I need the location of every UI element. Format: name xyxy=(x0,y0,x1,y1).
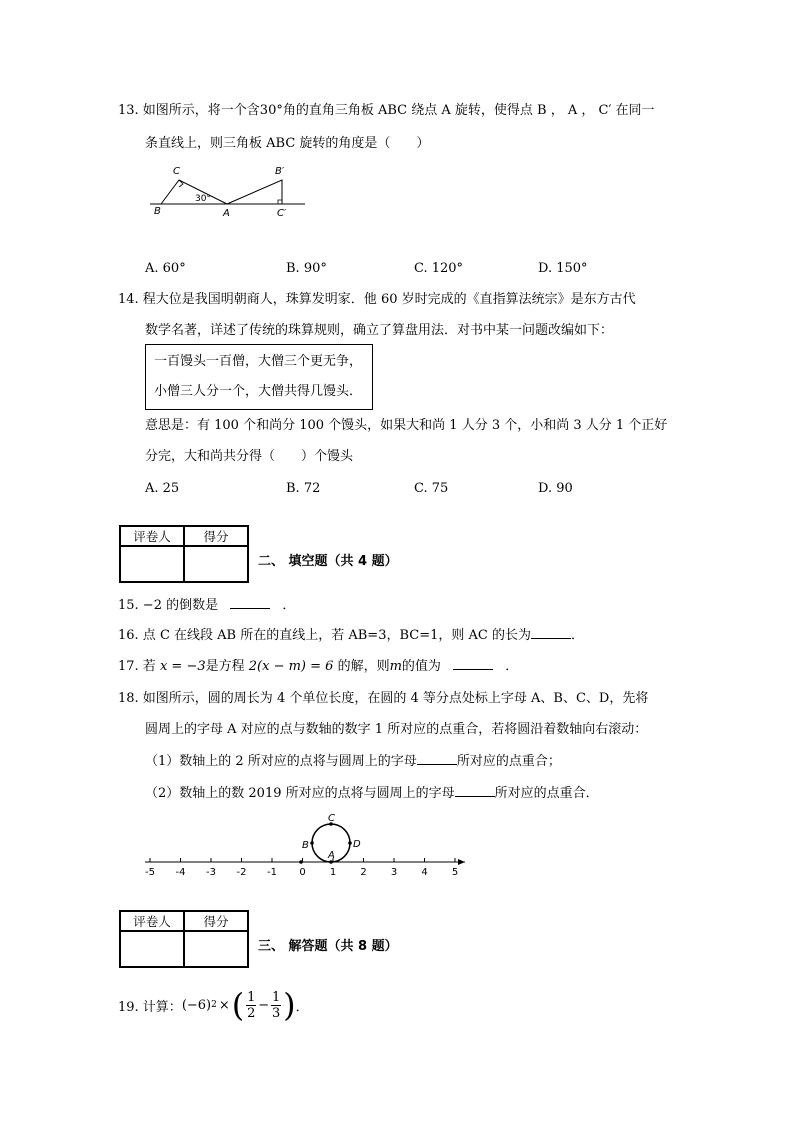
score-header: 得分 xyxy=(184,526,248,546)
q18-line1: 18. 如图所示，圆的周长为 4 个单位长度，在圆的 4 等分点处标上字母 A、B、C、D，先将 xyxy=(118,691,649,706)
label-c-prime: C′ xyxy=(277,208,287,219)
q14-meaning-2: 分完，大和尚共分得（ ）个馒头 xyxy=(145,449,354,464)
q13-option-a: A. 60° xyxy=(145,261,186,276)
q19-exponent: 2 xyxy=(211,1000,217,1010)
q19 xyxy=(118,985,309,1025)
q13-option-b: B. 90° xyxy=(286,261,327,276)
q17-mid3: 的值为 xyxy=(401,659,441,674)
q18-sub2-text: （2）数轴上的数 2019 所对应的点将与圆周上的字母 xyxy=(145,786,455,801)
q13-line1: 13. 如图所示，将一个含30°角的直角三角板 ABC 绕点 A 旋转，使得点 B ， A ， C′ 在同一 xyxy=(118,103,655,118)
axis-tick-label: -5 xyxy=(145,867,155,878)
q17 xyxy=(118,659,518,673)
reviewer-header-3: 评卷人 xyxy=(120,911,184,931)
q15 xyxy=(118,598,295,612)
q17-end: ． xyxy=(505,659,519,674)
q13-line2: 条直线上，则三角板 ABC 旋转的角度是（ ） xyxy=(145,136,430,151)
reviewer-header: 评卷人 xyxy=(120,526,184,546)
q19-prefix: 19. 计算： xyxy=(118,999,182,1015)
q15-end: ． xyxy=(282,598,296,613)
q17-equation: 2(x − m) = 6 xyxy=(248,659,334,674)
label-c: C xyxy=(173,166,180,177)
q16 xyxy=(118,628,584,642)
reviewer-cell-3 xyxy=(120,931,184,967)
axis-tick-label: -1 xyxy=(267,867,277,878)
axis-tick-label: -4 xyxy=(175,867,186,878)
axis-tick-label: 3 xyxy=(390,867,398,878)
q17-x-value: x = −3 xyxy=(159,659,206,674)
q14-line1: 14. 程大位是我国明朝商人，珠算发明家．他 60 岁时完成的《直指算法统宗》是东方古代 xyxy=(118,292,636,307)
q14-meaning-1: 意思是：有 100 个和尚分 100 个馒头，如果大和尚 1 人分 3 个，小和尚 3 人分 1 个正好 xyxy=(145,418,668,433)
q18-sub1-text: （1）数轴上的 2 所对应的点将与圆周上的字母 xyxy=(145,754,417,769)
q19-right-paren: ) xyxy=(283,986,296,1024)
score-cell-3 xyxy=(184,931,248,967)
q18-sub2-end: 所对应的点重合． xyxy=(494,786,599,801)
q15-text: 15. −2 的倒数是 xyxy=(118,598,219,613)
q19-base: (−6) xyxy=(181,997,212,1013)
q19-left-paren: ( xyxy=(231,986,245,1024)
q13-option-c: C. 120° xyxy=(414,261,464,276)
q17-var: m xyxy=(389,659,402,674)
axis-tick-label: 1 xyxy=(329,867,337,878)
axis-tick-label: -2 xyxy=(236,867,247,878)
q16-end: ． xyxy=(570,628,584,643)
q18-sub1-blank xyxy=(417,754,457,765)
q16-blank xyxy=(531,628,571,639)
q19-f2-numerator: 1 xyxy=(272,989,281,1005)
q19-f2-denominator: 3 xyxy=(272,1005,281,1021)
q14-option-d: D. 90 xyxy=(538,481,573,496)
axis-tick-label: 4 xyxy=(421,867,428,878)
axis-tick-label: 0 xyxy=(299,867,306,878)
axis-tick-label: -3 xyxy=(206,867,216,878)
section-3-title: 三、 解答题（共 8 题） xyxy=(258,939,398,954)
number-line-figure xyxy=(135,810,475,882)
q17-mid: 是方程 xyxy=(205,659,245,674)
grade-table-3 xyxy=(119,910,249,968)
poem-box xyxy=(145,344,373,410)
q18-sub1 xyxy=(145,754,561,768)
score-cell xyxy=(184,546,248,582)
grade-table-2 xyxy=(119,525,249,583)
q17-blank xyxy=(453,659,493,670)
q14-option-a: A. 25 xyxy=(145,481,180,496)
section-2-title: 二、 填空题（共 4 题） xyxy=(258,554,398,569)
q16-text: 16. 点 C 在线段 AB 所在的直线上，若 AB=3，BC=1，则 AC 的长为 xyxy=(118,628,531,643)
score-header-3: 得分 xyxy=(184,911,248,931)
circle-label-b: B xyxy=(302,840,309,851)
circle-label-c: C xyxy=(328,813,335,824)
q13-triangle-figure xyxy=(145,160,315,220)
label-a: A xyxy=(223,208,230,219)
q19-fraction-1 xyxy=(246,990,256,1021)
label-b: B xyxy=(154,206,161,217)
angle-label: 30° xyxy=(195,194,211,204)
axis-tick-label: 5 xyxy=(451,867,459,878)
q15-blank xyxy=(230,598,270,609)
q18-sub2-blank xyxy=(455,786,495,797)
q17-prefix: 17. 若 xyxy=(118,659,156,674)
q19-times: × xyxy=(218,997,230,1013)
circle-label-a: A xyxy=(328,850,335,861)
q18-sub2 xyxy=(145,786,599,800)
q14-option-c: C. 75 xyxy=(414,481,449,496)
axis-tick-label: 2 xyxy=(360,867,367,878)
reviewer-cell xyxy=(120,546,184,582)
q19-fraction-2 xyxy=(271,990,281,1021)
label-b-prime: B′ xyxy=(275,166,285,177)
circle-label-d: D xyxy=(353,839,361,850)
q19-end: ． xyxy=(295,999,309,1015)
q19-minus: − xyxy=(258,997,270,1013)
q14-line2: 数学名著，详述了传统的珠算规则，确立了算盘用法．对书中某一问题改编如下： xyxy=(145,323,614,338)
q13-option-d: D. 150° xyxy=(538,261,588,276)
poem-line-2: 小僧三人分一个，大僧共得几馒头． xyxy=(154,384,363,399)
q19-f1-denominator: 2 xyxy=(247,1005,256,1021)
q18-line2: 圆周上的字母 A 对应的点与数轴的数字 1 所对应的点重合，若将圆沿着数轴向右滚动： xyxy=(145,722,648,737)
q14-option-b: B. 72 xyxy=(286,481,321,496)
q18-sub1-end: 所对应的点重合； xyxy=(456,754,561,769)
poem-line-1: 一百馒头一百僧，大僧三个更无争， xyxy=(154,354,363,369)
q19-f1-numerator: 1 xyxy=(247,989,256,1005)
q17-mid2: 的解，则 xyxy=(337,659,390,674)
